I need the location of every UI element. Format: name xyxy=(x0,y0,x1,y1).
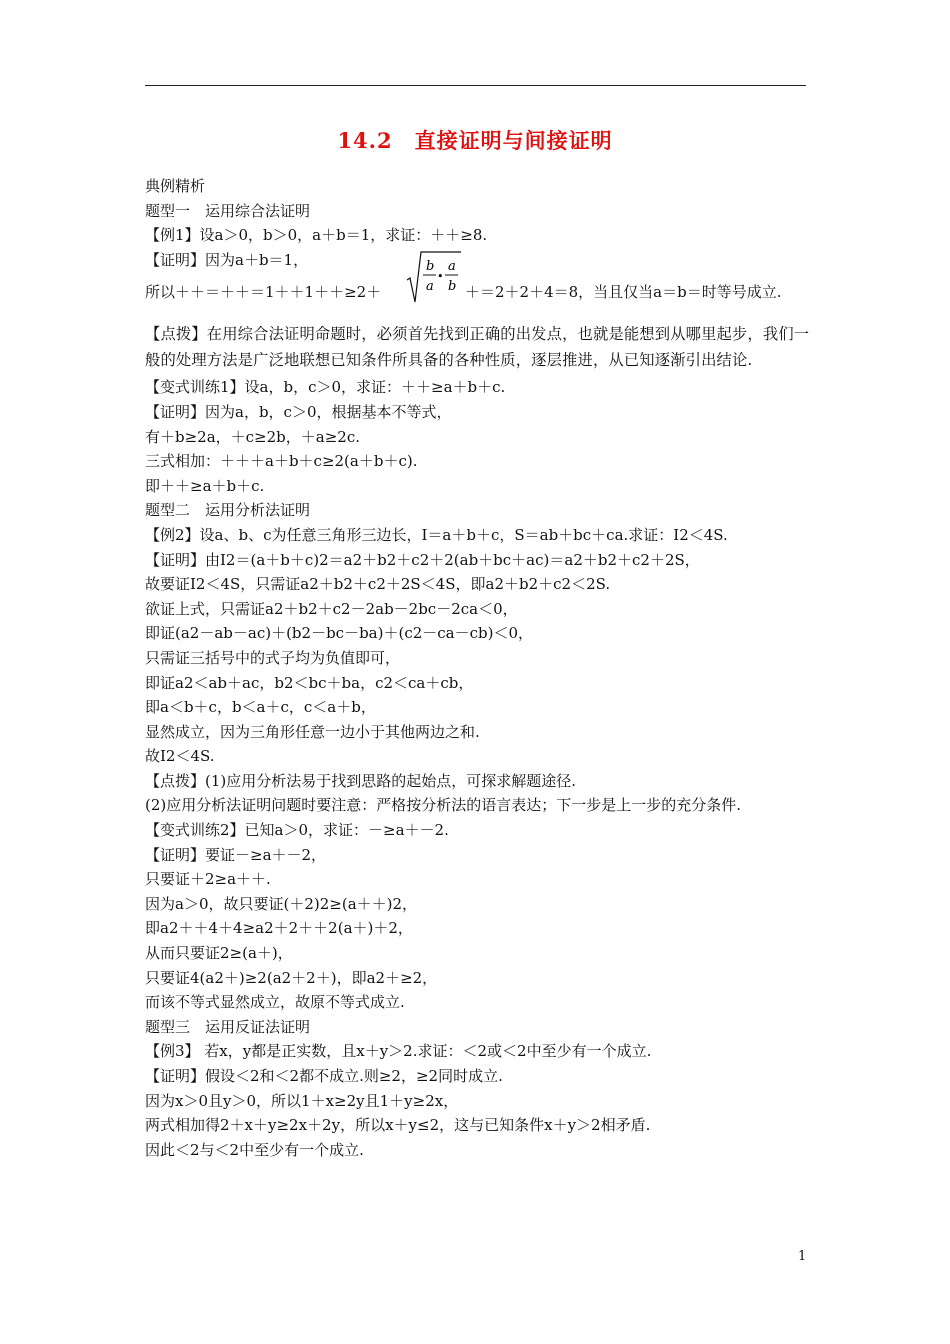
hint-paragraph: 【点拨】在用综合法证明命题时，必须首先找到正确的出发点，也就是能想到从哪里起步，我们一般的处理方法是广泛地联想已知条件所具备的各种性质，逐层推进，从已知逐渐引出结论. xyxy=(145,325,810,370)
subsection-heading: 题型一 运用综合法证明 xyxy=(145,201,311,220)
text-line: 【例2】设a、b、c为任意三角形三边长，I＝a＋b＋c，S＝ab＋bc＋ca.求证：I2＜4S. xyxy=(145,525,728,544)
text-line: 故I2＜4S. xyxy=(145,747,215,766)
text-line: 所以＋＋＝＋＋＝1＋＋1＋＋≥2＋ xyxy=(145,283,382,302)
text-line: 显然成立，因为三角形任意一边小于其他两边之和. xyxy=(145,722,480,741)
text-line: 【证明】由I2＝(a＋b＋c)2＝a2＋b2＋c2＋2(ab＋bc＋ac)＝a2＋b2＋c2＋2S， xyxy=(145,550,700,569)
subsection-heading: 题型三 运用反证法证明 xyxy=(145,1017,311,1036)
text-line: 【点拨】(1)应用分析法易于找到思路的起始点，可探求解题途径. xyxy=(145,771,577,790)
document-body xyxy=(145,174,810,1162)
text-line: 【证明】因为a，b，c＞0，根据基本不等式， xyxy=(145,402,452,421)
text-line: 【例3】 若x，y都是正实数，且x＋y＞2.求证：＜2或＜2中至少有一个成立. xyxy=(145,1042,652,1061)
text-line: 即＋＋≥a＋b＋c. xyxy=(145,476,265,495)
text-line: 三式相加：＋＋＋a＋b＋c≥2(a＋b＋c). xyxy=(145,452,418,471)
text-line: 【变式训练1】设a，b，c＞0，求证：＋＋≥a＋b＋c. xyxy=(145,378,506,397)
header-rule xyxy=(145,85,806,86)
text-line: ＋＝2＋2＋4＝8，当且仅当a＝b＝时等号成立. xyxy=(465,283,782,302)
text-line: 【证明】因为a＋b＝1， xyxy=(145,250,309,269)
text-line: 只需证三括号中的式子均为负值即可， xyxy=(145,648,401,667)
text-line: 【变式训练2】已知a＞0，求证：－≥a＋－2. xyxy=(145,821,449,840)
text-line: 因此＜2与＜2中至少有一个成立. xyxy=(145,1140,364,1159)
section-heading: 典例精析 xyxy=(145,177,206,195)
fraction-numerator: a xyxy=(448,259,456,275)
text-line: 即证(a2－ab－ac)＋(b2－bc－ba)＋(c2－ca－cb)＜0， xyxy=(145,624,534,643)
text-line: (2)应用分析法证明问题时要注意：严格按分析法的语言表达；下一步是上一步的充分条件. xyxy=(145,796,742,815)
text-line: 即证a2＜ab＋ac，b2＜bc＋ba，c2＜ca＋cb， xyxy=(145,673,474,692)
text-line: 只要证4(a2＋)≥2(a2＋2＋)，即a2＋≥2， xyxy=(145,968,438,987)
text-line: 两式相加得2＋x＋y≥2x＋2y，所以x＋y≤2，这与已知条件x＋y＞2相矛盾. xyxy=(145,1116,651,1135)
text-line: 从而只要证2≥(a＋)， xyxy=(145,944,293,963)
fraction-denominator: b xyxy=(448,279,457,295)
text-line: 有＋b≥2a，＋c≥2b，＋a≥2c. xyxy=(145,427,360,446)
text-line: 即a2＋＋4＋4≥a2＋2＋＋2(a＋)＋2， xyxy=(145,919,413,938)
text-line: 欲证上式，只需证a2＋b2＋c2－2ab－2bc－2ca＜0， xyxy=(145,599,518,618)
text-line: 【证明】要证－≥a＋－2， xyxy=(145,845,327,864)
subsection-heading: 题型二 运用分析法证明 xyxy=(145,501,311,520)
text-line: 而该不等式显然成立，故原不等式成立. xyxy=(145,993,405,1012)
text-line: 故要证I2＜4S，只需证a2＋b2＋c2＋2S＜4S，即a2＋b2＋c2＜2S. xyxy=(145,575,611,594)
fraction-numerator: b xyxy=(426,259,435,275)
page-number: 1 xyxy=(798,1249,807,1264)
page-title: 14.2 直接证明与间接证明 xyxy=(337,128,613,153)
text-line: 因为x＞0且y＞0，所以1＋x≥2y且1＋y≥2x， xyxy=(145,1091,459,1110)
multiply-dot: • xyxy=(437,270,444,284)
text-line: 即a＜b＋c，b＜a＋c，c＜a＋b， xyxy=(145,698,376,717)
text-line: 【证明】假设＜2和＜2都不成立.则≥2，≥2同时成立. xyxy=(145,1067,503,1085)
text-line: 因为a＞0，故只要证(＋2)2≥(a＋＋)2， xyxy=(145,894,418,913)
text-line: 只要证＋2≥a＋＋. xyxy=(145,870,271,889)
fraction-denominator: a xyxy=(426,279,434,295)
radical-expression xyxy=(405,250,463,306)
text-line: 【例1】设a＞0，b＞0，a＋b＝1，求证：＋＋≥8. xyxy=(145,226,488,245)
